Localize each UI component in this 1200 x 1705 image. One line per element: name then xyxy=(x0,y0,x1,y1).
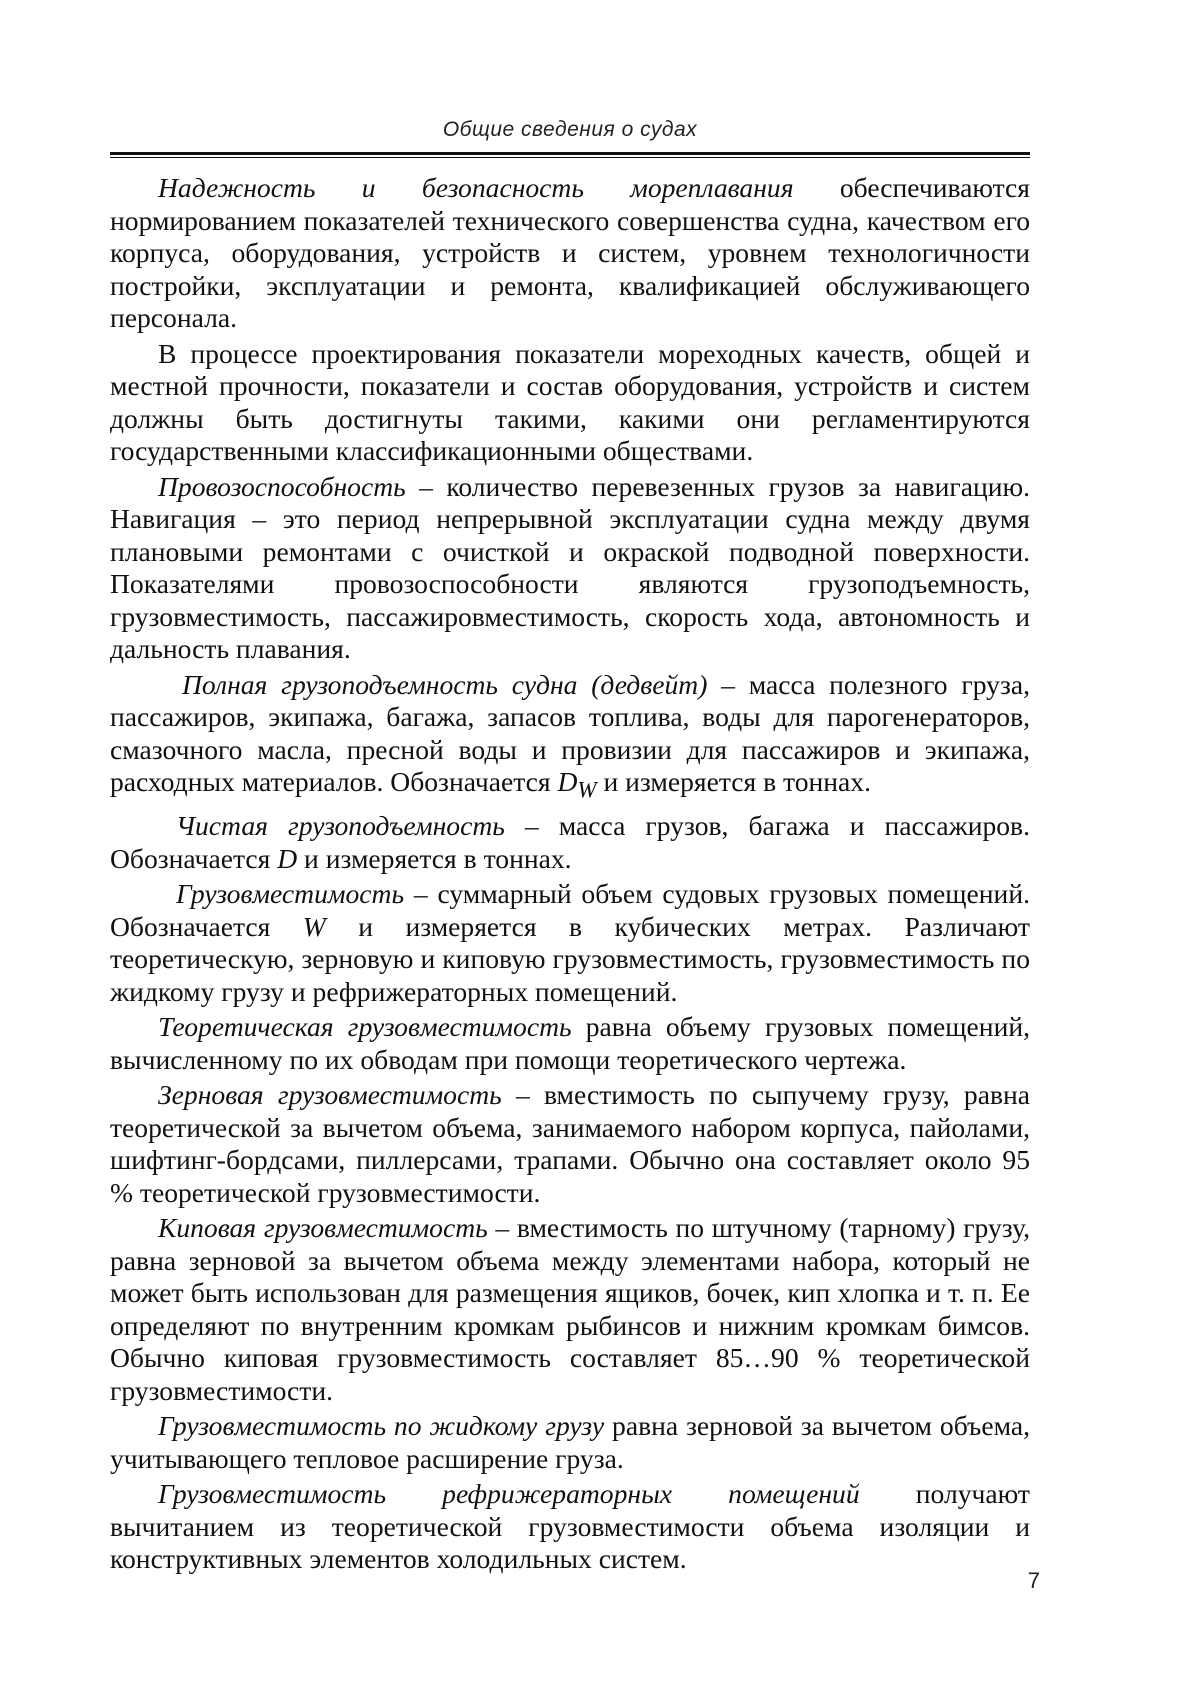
term: Провозоспособность xyxy=(158,471,406,502)
paragraph xyxy=(110,338,1030,468)
paragraph-text: – вместимость по штучному (тарному) грузу, равна зерновой за вычетом объема между элементами набора, который не может быть использован для размещения ящиков, бочек, кип хлопка и т. п. Ее определяют по внутренним кромкам рыбинсов и нижним кромкам бимсов. Обычно киповая грузовместимость составляет 85…90 % теоретической грузовместимости. xyxy=(110,1212,1030,1406)
paragraph-text: равна объему грузовых помещений, вычисленному по их обводам при помощи теоретического чертежа. xyxy=(110,1011,1030,1075)
paragraph-text: – вместимость по сыпучему грузу, равна теоретической за вычетом объема, занимаемого набором корпуса, пайолами, шифтинг-бордсами, пиллерсами, трапами. Обычно она составляет около 95 % теоретической грузовместимости. xyxy=(110,1079,1030,1208)
paragraph xyxy=(110,1212,1030,1407)
paragraph-text-after: и измеряется в кубических метрах. Различают теоретическую, зерновую и киповую грузовместимость, грузовместимость по жидкому грузу и рефрижераторных помещений. xyxy=(110,911,1030,1007)
term: Полная грузоподъемность судна (дедвейт) xyxy=(182,669,707,700)
paragraph xyxy=(110,172,1030,335)
paragraph xyxy=(110,669,1030,808)
paragraph-text: получают вычитанием из теоретической грузовместимости объема изоляции и конструктивных элементов холодильных систем. xyxy=(110,1478,1030,1574)
running-header: Общие сведения о судах xyxy=(110,118,1030,142)
paragraph-text-after: и измеряется в тоннах. xyxy=(297,843,571,874)
term: Грузовместимость xyxy=(176,878,404,909)
term: Теоретическая грузовместимость xyxy=(158,1011,572,1042)
paragraph-text-after: и измеряется в тоннах. xyxy=(597,766,871,797)
symbol: D xyxy=(277,843,297,874)
paragraph-text: – суммарный объем судовых грузовых помещений. Обозначается xyxy=(110,878,1030,942)
paragraph-text: равна зерновой за вычетом объема, учитывающего тепловое расширение груза. xyxy=(110,1410,1030,1474)
term: Грузовместимость рефрижераторных помещений xyxy=(158,1478,860,1509)
symbol: D xyxy=(557,766,577,797)
term: Зерновая грузовместимость xyxy=(158,1079,502,1110)
document-page xyxy=(0,0,1200,1705)
paragraph xyxy=(110,810,1030,875)
paragraph xyxy=(110,1011,1030,1076)
term: Чистая грузоподъемность xyxy=(176,810,505,841)
paragraph xyxy=(110,1410,1030,1475)
page-number: 7 xyxy=(1010,1568,1040,1594)
paragraph xyxy=(110,1478,1030,1576)
paragraph-text: – масса полезного груза, пассажиров, экипажа, багажа, запасов топлива, воды для парогенераторов, смазочного масла, пресной воды и провизии для пассажиров и экипажа, расходных материалов. Обозначается xyxy=(110,669,1030,798)
term: Надежность и безопасность мореплавания xyxy=(158,172,794,203)
paragraph xyxy=(110,1079,1030,1209)
term: Киповая грузовместимость xyxy=(158,1212,488,1243)
paragraph-text: – масса грузов, багажа и пассажиров. Обозначается xyxy=(110,810,1030,874)
paragraph-text: – количество перевезенных грузов за навигацию. Навигация – это период непрерывной эксплуатации судна между двумя плановыми ремонтами с очисткой и окраской подводной поверхности. Показателями провозоспособности являются грузоподъемность, грузовместимость, пассажировместимость, скорость хода, автономность и дальность плавания. xyxy=(110,471,1030,665)
term: Грузовместимость по жидкому грузу xyxy=(158,1410,604,1441)
symbol: W xyxy=(303,911,326,942)
paragraph xyxy=(110,471,1030,666)
paragraph-text: В процессе проектирования показатели мореходных качеств, общей и местной прочности, показатели и состав оборудования, устройств и систем должны быть достигнуты такими, какими они регламентируются государственными классификационными обществами. xyxy=(110,338,1030,467)
symbol-subscript: W xyxy=(577,778,596,803)
paragraph xyxy=(110,878,1030,1008)
header-rule xyxy=(110,152,1030,158)
paragraph-text: обеспечиваются нормированием показателей технического совершенства судна, качеством его корпуса, оборудования, устройств и систем, уровнем технологичности постройки, эксплуатации и ремонта, квалификацией обслуживающего персонала. xyxy=(110,172,1030,333)
body-text xyxy=(110,172,1030,1579)
